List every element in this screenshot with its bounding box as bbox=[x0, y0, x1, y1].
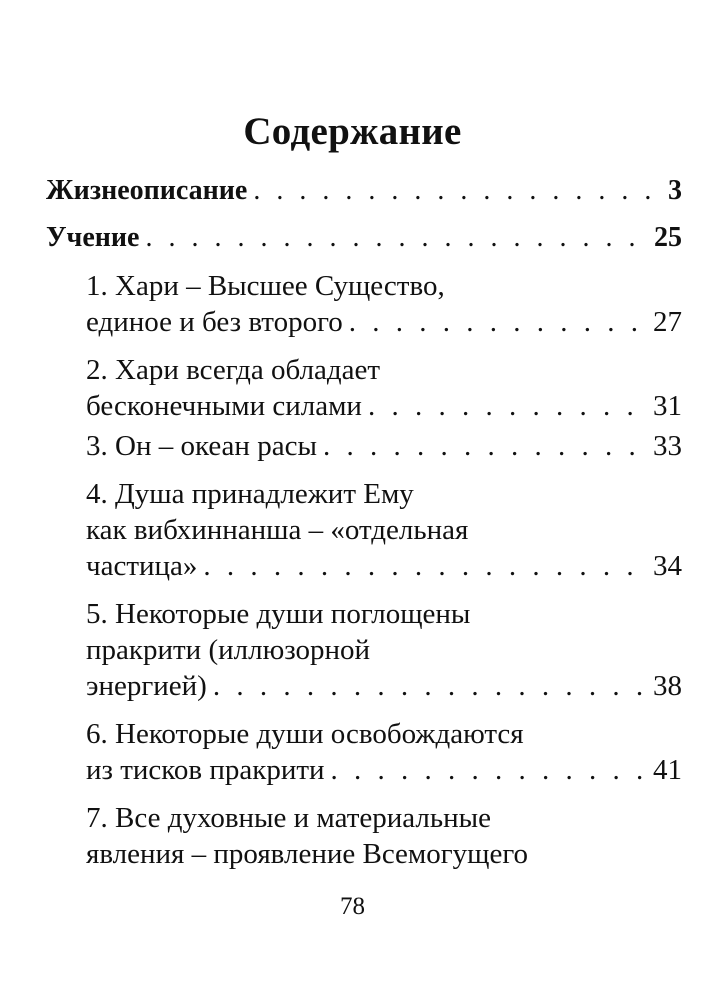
toc-entry-line: 7. Все духовные и материальные bbox=[86, 802, 491, 834]
leader-dots bbox=[253, 171, 662, 211]
toc-entry-title: единое и без второго bbox=[86, 306, 343, 338]
toc-entry-line: 6. Некоторые души освобождаются bbox=[86, 718, 524, 750]
toc-entry-title: частица» bbox=[86, 550, 198, 582]
toc-entry[interactable] bbox=[46, 218, 682, 258]
toc-entry[interactable] bbox=[46, 171, 682, 211]
toc-entry-page: 3 bbox=[668, 175, 682, 206]
toc-entry-page: 33 bbox=[653, 430, 682, 462]
leader-dots bbox=[331, 750, 647, 790]
toc-entry-page: 34 bbox=[653, 550, 682, 582]
toc-entry[interactable] bbox=[86, 386, 682, 426]
toc-entry-line: 4. Душа принадлежит Ему bbox=[86, 478, 414, 510]
toc-entry-title: 3. Он – океан расы bbox=[86, 430, 317, 462]
toc-entry-line: как вибхиннанша – «отдельная bbox=[86, 514, 469, 546]
page-title: Содержание bbox=[243, 110, 462, 153]
toc-entry-line: 1. Хари – Высшее Существо, bbox=[86, 270, 445, 302]
leader-dots bbox=[368, 386, 647, 426]
toc-entry-line: пракрити (иллюзорной bbox=[86, 634, 371, 666]
leader-dots bbox=[145, 218, 648, 258]
toc-entry-title: из тисков пракрити bbox=[86, 754, 325, 786]
toc-entry-page: 27 bbox=[653, 306, 682, 338]
toc-entry[interactable] bbox=[86, 546, 682, 586]
leader-dots bbox=[349, 302, 647, 342]
toc-entry-page: 41 bbox=[653, 754, 682, 786]
leader-dots bbox=[213, 666, 647, 706]
page-number: 78 bbox=[340, 893, 365, 920]
toc-entry-page: 31 bbox=[653, 390, 682, 422]
toc-entry[interactable] bbox=[86, 302, 682, 342]
toc-entry-line: явления – проявление Всемогущего bbox=[86, 838, 529, 870]
toc-entry[interactable] bbox=[86, 666, 682, 706]
toc-entry-title: Жизнеописание bbox=[46, 175, 248, 206]
toc-entry-page: 25 bbox=[654, 222, 682, 253]
toc-entry[interactable] bbox=[86, 750, 682, 790]
leader-dots bbox=[323, 426, 647, 466]
leader-dots bbox=[203, 546, 647, 586]
toc-entry-line: 5. Некоторые души поглощены bbox=[86, 598, 471, 630]
toc-entry-title: энергией) bbox=[86, 670, 207, 702]
toc-entry-line: 2. Хари всегда обладает bbox=[86, 354, 381, 386]
toc-entry-title: бесконечными силами bbox=[86, 390, 362, 422]
toc-entry[interactable] bbox=[86, 426, 682, 466]
toc-entry-page: 38 bbox=[653, 670, 682, 702]
toc-entry-title: Учение bbox=[46, 222, 140, 253]
